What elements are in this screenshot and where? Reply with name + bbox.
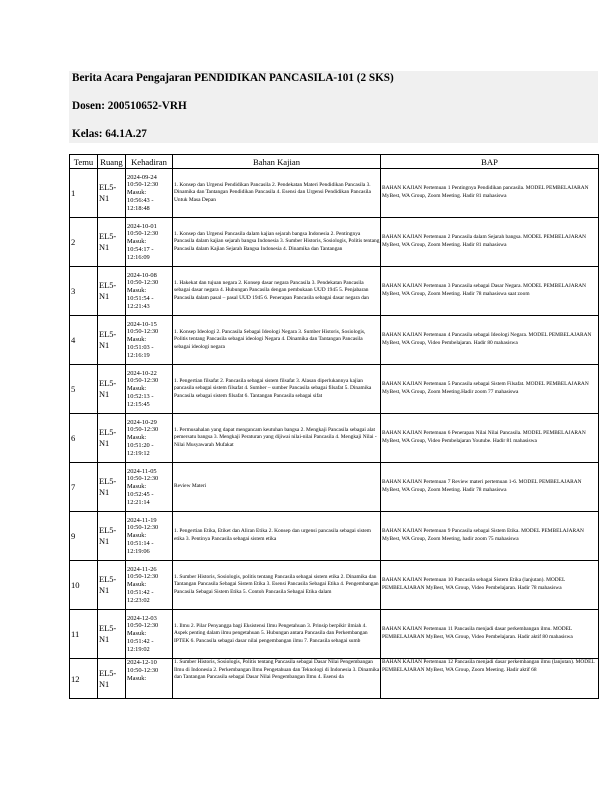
cell-bap — [381, 365, 599, 414]
bap-record: BAHAN KAJIAN Pertemuan 11 Pancasila menjadi dasar perkembangan ilmu. MODEL PEMBELAJARAN MyBest, WA Group, Video Pembelajaran. Hadir aktif 80 mahasiswa — [382, 626, 573, 640]
cell-temu — [70, 414, 98, 463]
cell-temu — [70, 561, 98, 610]
study-material: 1. Pengertian Etika, Etiket dan Aliran Etika 2. Konsep dan urgensi pancasila sebagai sistem etika 3. Pentinya Pancasila sebagai sistem etika — [174, 528, 371, 542]
session-date: 2024-10-22 — [127, 369, 157, 377]
bap-record: BAHAN KAJIAN Pertemuan 7 Review materi pertemuan 1-6. MODEL PEMBELAJARAN MyBest, WA Group, Zoom Meeting. Hadir 78 mahasiswa — [382, 479, 582, 493]
bap-record: BAHAN KAJIAN Pertemuan 6 Penerapan Nilai Nilai Pancasila. MODEL PEMBELAJARAN MyBest, WA Group, Video Pembelajaran Youtube. Hadir 81 mahasiswa — [382, 430, 586, 444]
cell-ruang — [98, 365, 126, 414]
cell-ruang — [98, 218, 126, 267]
checkin-label: Masuk: — [127, 532, 147, 540]
bap-record: BAHAN KAJIAN Pertemuan 4 Pancasila sebagai Ideologi Negara. MODEL PEMBELAJARAN MyBest, WA Group, Video Pembelajaran. Hadir 80 mahasiswa — [382, 332, 592, 346]
cell-bap — [381, 267, 599, 316]
column-header-bap: BAP — [381, 155, 599, 169]
bap-record: BAHAN KAJIAN Pertemuan 1 Pentingnya Pendidikan pancasila. MODEL PEMBELAJARAN MyBest, WA Group, Zoom Meeting. Hadir 81 mahasiswa — [382, 185, 589, 199]
cell-kehadiran — [126, 659, 173, 699]
cell-ruang — [98, 316, 126, 365]
teaching-record-table — [69, 154, 599, 699]
table-row — [70, 463, 599, 512]
room-code: EL5-N1 — [99, 281, 117, 301]
cell-kehadiran — [126, 267, 173, 316]
table-row — [70, 512, 599, 561]
room-code: EL5-N1 — [99, 330, 117, 350]
session-time: 10:50-12:30 — [127, 573, 159, 581]
table-row — [70, 267, 599, 316]
study-material: 1. Konsep dan Urgensi Pancasila dalam kajian sejarah bangsa Indonesia 2. Pentingnya Pancasila dalam kajian sejarah bangsa Indonesia 3. Sumber Historis, Sosiologis, Politis tentang Pancasila dalam Kajian Sejarah Bangsa Indonesia 4. Dinamika dan Tantangan — [174, 230, 380, 252]
checkin-time: 10:51:54 - 12:21:43 — [127, 294, 154, 310]
session-date: 2024-09-24 — [127, 173, 157, 181]
room-code: EL5-N1 — [99, 575, 117, 595]
cell-ruang — [98, 169, 126, 218]
session-date: 2024-11-26 — [127, 565, 157, 573]
session-time: 10:50-12:30 — [127, 622, 159, 630]
cell-bap — [381, 659, 599, 699]
cell-kehadiran — [126, 463, 173, 512]
cell-temu — [70, 365, 98, 414]
meeting-number: 4 — [71, 335, 76, 345]
meeting-number: 12 — [71, 673, 80, 684]
checkin-time: 10:54:17 - 12:16:09 — [127, 245, 154, 261]
cell-ruang — [98, 267, 126, 316]
cell-kehadiran — [126, 218, 173, 267]
study-material: 1. Sumber Historis, Sosiologis, politis tentang Pancasila sebagai sistem etika 2. Dinamika dan Tantangan Pancasila Sebagai Sistem Etika 3. Esensi Pancasila Sebagai Etika 4. Pengembangan Pancasila Sebagai Sistem Etika 5. Contoh Pancasila Sebagai Etika dalam — [174, 573, 379, 595]
checkin-label: Masuk: — [127, 483, 147, 491]
bap-record: BAHAN KAJIAN Pertemuan 5 Pancasila sebagai Sistem Filsafat. MODEL PEMBELAJARAN MyBest, WA Group, Zoom Meeting.Hadir zoom 77 mahasiswa — [382, 381, 589, 395]
column-header-bahan-kajian: Bahan Kajian — [173, 155, 381, 169]
cell-bahan-kajian — [173, 218, 381, 267]
session-time: 10:50-12:30 — [127, 524, 159, 532]
cell-temu — [70, 218, 98, 267]
session-time: 10:50-12:30 — [127, 230, 159, 238]
cell-bahan-kajian — [173, 659, 381, 699]
meeting-number: 10 — [71, 580, 80, 590]
meeting-number: 5 — [71, 384, 76, 394]
cell-kehadiran — [126, 365, 173, 414]
checkin-time: 10:51:42 - 12:19:02 — [127, 637, 154, 653]
bap-record: BAHAN KAJIAN Pertemuan 2 Pancasila dalam Sejarah bangsa. MODEL PEMBELAJARAN MyBest, WA Group, Zoom Meeting. Hadir 81 mahasiswa — [382, 234, 587, 248]
cell-temu — [70, 169, 98, 218]
cell-temu — [70, 610, 98, 659]
cell-bap — [381, 512, 599, 561]
cell-kehadiran — [126, 414, 173, 463]
session-date: 2024-12-10 — [127, 659, 157, 666]
bap-record: BAHAN KAJIAN Pertemuan 12 Pancasila menjadi dasar perkembangan ilmu (lanjutan). MODEL PEMBELAJARAN MyBest, WA Group, Zoom Meeting. Hadir aktif 68 — [382, 659, 595, 673]
cell-temu — [70, 463, 98, 512]
cell-kehadiran — [126, 561, 173, 610]
cell-bahan-kajian — [173, 414, 381, 463]
cell-bap — [381, 316, 599, 365]
study-material: 1. Konsep Ideologi 2. Pancasila Sebagai Ideologi Negara 3. Sumber Historis, Sosiologis, Politis tentang Pancasila sebagai ideologi Negara 4. Dinamika dan Tantangan Pancasila sebagai ideologi negara — [174, 328, 366, 350]
meeting-number: 3 — [71, 286, 76, 296]
session-time: 10:50-12:30 — [127, 279, 159, 287]
session-date: 2024-11-19 — [127, 516, 157, 524]
bap-record: BAHAN KAJIAN Pertemuan 9 Pancasila sebagai Sistem Etika. MODEL PEMBELAJARAN MyBest, WA Group, Zoom Meeting, hadir zoom 75 mahasiswa — [382, 528, 584, 542]
table-row — [70, 169, 599, 218]
class-label: Kelas: 64.1A.27 — [72, 128, 147, 140]
checkin-time: 10:56:43 - 12:18:48 — [127, 196, 154, 212]
cell-bap — [381, 218, 599, 267]
checkin-time: 10:51:20 - 12:19:12 — [127, 441, 154, 457]
table-row — [70, 414, 599, 463]
meeting-number: 9 — [71, 531, 76, 541]
cell-ruang — [98, 512, 126, 561]
study-material: 1. Hakekat dan tujuan negara 2. Konsep dasar negara Pancasila 3. Pendekatan Pancasila sebagai dasar negara 4. Hubungan Pancasila dengan pembukaan UUD 1945 5. Penjabaran Pancasila dalam pasal – pasal UUD 1945 6. Penerapan Pancasila sebagai dasar negara dan — [174, 279, 369, 301]
cell-ruang — [98, 659, 126, 699]
cell-bahan-kajian — [173, 316, 381, 365]
session-time: 10:50-12:30 — [127, 377, 159, 385]
bap-record: BAHAN KAJIAN Pertemuan 10 Pancasila sebagai Sistem Etika (lanjutan). MODEL PEMBELAJARAN MyBest, WA Group, Video Pembelajaran. Hadir 78 mahasiswa — [382, 577, 566, 591]
cell-bap — [381, 610, 599, 659]
room-code: EL5-N1 — [99, 183, 117, 203]
session-time: 10:50-12:30 — [127, 666, 159, 674]
cell-bap — [381, 561, 599, 610]
cell-temu — [70, 659, 98, 699]
session-time: 10:50-12:30 — [127, 328, 159, 336]
table-row — [70, 659, 599, 699]
session-time: 10:50-12:30 — [127, 475, 159, 483]
checkin-time: 10:51:03 - 12:16:19 — [127, 343, 154, 359]
checkin-label: Masuk: — [127, 581, 147, 589]
room-code: EL5-N1 — [99, 379, 117, 399]
table-row — [70, 218, 599, 267]
meeting-number: 7 — [71, 482, 76, 492]
cell-bap — [381, 169, 599, 218]
session-date: 2024-11-05 — [127, 467, 157, 475]
column-header-kehadiran: Kehadiran — [126, 155, 173, 169]
study-material: 1. Pengertian filsafat 2. Pancasila sebagai sistem filsafat 3. Alasan diperlukannya kajian pancasila sebagai sistem filsafat 4. Sumber – sumber Pancasila sebagai filsafat 5. Dinamika Pancasila sebagai sistem filsafat 6. Tantangan Pancasila sebagai sifat — [174, 377, 372, 399]
session-time: 10:50-12:30 — [127, 426, 159, 434]
checkin-label: Masuk: — [127, 630, 147, 638]
checkin-label: Masuk: — [127, 189, 147, 197]
cell-kehadiran — [126, 610, 173, 659]
study-material: 1. Ilmu 2. Pilar Penyangga bagi Eksistensi Ilmu Pengetahuan 3. Prinsip berpikir ilmiah 4. Aspek penting dalam ilmu pengetahuan 5. Hubungan antara Pancasila dan Perkembangan IPTEK 6. Pancasila sebagai dasar nilai pengembangan ilmu 7. Pancasila sebagai sumb — [174, 622, 368, 644]
cell-bap — [381, 414, 599, 463]
cell-kehadiran — [126, 512, 173, 561]
table-header-row — [70, 155, 599, 169]
cell-bahan-kajian — [173, 512, 381, 561]
cell-bahan-kajian — [173, 561, 381, 610]
table-row — [70, 610, 599, 659]
checkin-label: Masuk: — [127, 287, 147, 295]
checkin-time: 10:52:13 - 12:15:45 — [127, 392, 154, 408]
study-material: Review Materi — [174, 483, 207, 490]
bap-record: BAHAN KAJIAN Pertemuan 3 Pancasila sebagai Dasar Negara. MODEL PEMBELAJARAN MyBest, WA Group, Zoom Meeting. Hadir 78 mahasiswa saat zoom — [382, 283, 587, 297]
checkin-time: 10:52:45 - 12:21:14 — [127, 490, 154, 506]
cell-bahan-kajian — [173, 267, 381, 316]
session-time: 10:50-12:30 — [127, 181, 159, 189]
table-row — [70, 365, 599, 414]
session-date: 2024-10-08 — [127, 271, 157, 279]
cell-ruang — [98, 463, 126, 512]
checkin-label: Masuk: — [127, 238, 147, 246]
room-code: EL5-N1 — [99, 477, 117, 497]
checkin-time: 10:51:14 - 12:19:06 — [127, 539, 154, 555]
cell-ruang — [98, 414, 126, 463]
cell-bahan-kajian — [173, 365, 381, 414]
session-date: 2024-10-01 — [127, 222, 157, 230]
document-title: Berita Acara Pengajaran PENDIDIKAN PANCASILA-101 (2 SKS) — [72, 72, 394, 84]
checkin-label: Masuk: — [127, 434, 147, 442]
study-material: 1. Sumber Historis, Sosiologis, Politis tentang Pancasila sebagai Dasar Nilai Pengembangan Ilmu di Indonesia 2. Perkembangan Ilmu Pengetahuan dan Teknologi di Indonesia 3. Dinamika dan Tantangan Pancasila sebagai Dasar Nilai Pengembangan Ilmu 4. Esensi da — [174, 659, 380, 681]
lecturer-label: Dosen: 200510652-VRH — [72, 100, 187, 112]
column-header-temu: Temu — [70, 155, 98, 169]
checkin-label: Masuk: — [127, 674, 147, 682]
table-row — [70, 561, 599, 610]
room-code: EL5-N1 — [99, 232, 117, 252]
column-header-ruang: Ruang — [98, 155, 126, 169]
study-material: 1. Konsep dan Urgensi Pendidikan Pancasila 2. Pendekatan Materi Pendidikan Pancasila 3. Dinamika dan Tantangan Pendidikan Pancasila 4. Esensi dan Urgensi Pendidikan Pancasila Untuk Masa Depan — [174, 181, 371, 203]
session-date: 2024-12-03 — [127, 614, 157, 622]
room-code: EL5-N1 — [99, 624, 117, 644]
cell-kehadiran — [126, 169, 173, 218]
cell-bahan-kajian — [173, 169, 381, 218]
cell-temu — [70, 316, 98, 365]
meeting-number: 1 — [71, 188, 76, 198]
room-code: EL5-N1 — [99, 526, 117, 546]
cell-ruang — [98, 561, 126, 610]
meeting-number: 2 — [71, 237, 76, 247]
meeting-number: 11 — [71, 629, 80, 639]
checkin-time: 10:51:42 - 12:23:02 — [127, 588, 154, 604]
checkin-label: Masuk: — [127, 385, 147, 393]
session-date: 2024-10-15 — [127, 320, 157, 328]
meeting-number: 6 — [71, 433, 76, 443]
cell-bahan-kajian — [173, 463, 381, 512]
cell-ruang — [98, 610, 126, 659]
room-code: EL5-N1 — [99, 428, 117, 448]
cell-bahan-kajian — [173, 610, 381, 659]
cell-kehadiran — [126, 316, 173, 365]
cell-temu — [70, 267, 98, 316]
cell-temu — [70, 512, 98, 561]
session-date: 2024-10-29 — [127, 418, 157, 426]
checkin-label: Masuk: — [127, 336, 147, 344]
room-code: EL5-N1 — [99, 668, 117, 689]
table-row — [70, 316, 599, 365]
study-material: 1. Permusahalan yang dapat mengancam keutuhan bangsa 2. Mengkaji Pancasila sebagai alat pemersatu bangsa 3. Mengkaji Peraturan yang dijiwai nilai-nilai Pancasila 4. Mengkaji Nilai - Nilai Musyawarah Mufakat — [174, 426, 377, 448]
cell-bap — [381, 463, 599, 512]
